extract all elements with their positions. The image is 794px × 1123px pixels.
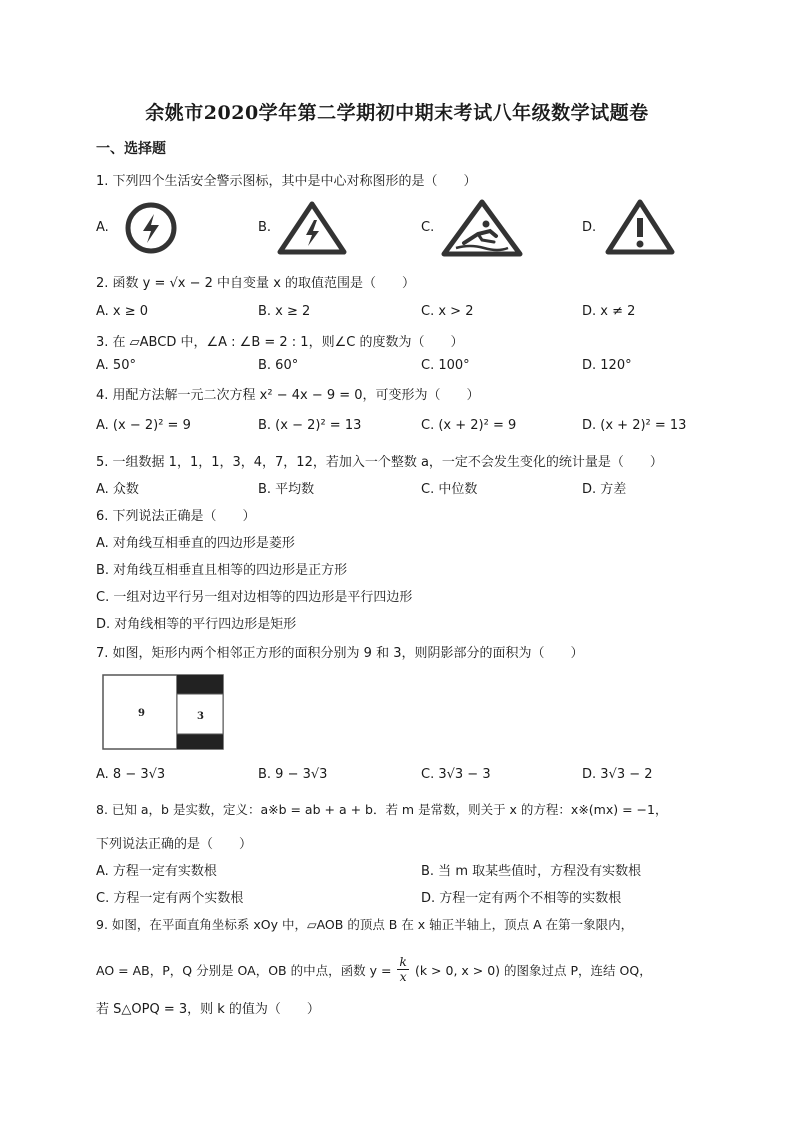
q1-option-a-label: A. — [96, 220, 109, 235]
section-heading-multiple-choice: 一、选择题 — [96, 141, 166, 157]
q1-option-c-label: C. — [421, 220, 435, 235]
question-8-line-2: 下列说法正确的是（ ） — [96, 837, 253, 852]
question-4-text: 4. 用配方法解一元二次方程 x² − 4x − 9 = 0，可变形为（ ） — [96, 388, 480, 403]
q6-option-a: A. 对角线互相垂直的四边形是菱形 — [96, 536, 295, 551]
q4-option-d: D. (x + 2)² = 13 — [582, 418, 687, 433]
q5-option-d: D. 方差 — [582, 482, 627, 497]
q9-line-2-part-2: (k > 0, x > 0) 的图象过点 P，连结 OQ， — [414, 963, 652, 978]
q9-fraction-denominator: x — [399, 969, 407, 984]
q3-option-b: B. 60° — [258, 358, 299, 373]
q1-option-b-label: B. — [258, 220, 272, 235]
question-9-line-1: 9. 如图，在平面直角坐标系 xOy 中，▱AOB 的顶点 B 在 x 轴正半轴上，顶点 A 在第一象限内， — [96, 917, 634, 932]
q4-option-b: B. (x − 2)² = 13 — [258, 418, 362, 433]
q2-option-a: A. x ≥ 0 — [96, 304, 149, 319]
q7-option-b: B. 9 − 3√3 — [258, 767, 328, 782]
q9-fraction — [397, 955, 409, 984]
q7-rectangle-figure — [102, 674, 226, 756]
q5-option-a: A. 众数 — [96, 482, 139, 497]
q2-option-c: C. x > 2 — [421, 304, 474, 319]
exclamation-triangle-icon — [604, 198, 676, 256]
question-9-line-2 — [96, 954, 652, 986]
q2-option-d: D. x ≠ 2 — [582, 304, 636, 319]
q4-option-a: A. (x − 2)² = 9 — [96, 418, 191, 433]
q7-option-a: A. 8 − 3√3 — [96, 767, 166, 782]
q6-option-b: B. 对角线互相垂直且相等的四边形是正方形 — [96, 563, 348, 578]
q8-option-c: C. 方程一定有两个实数根 — [96, 891, 244, 906]
q6-option-d: D. 对角线相等的平行四边形是矩形 — [96, 617, 297, 632]
q5-option-b: B. 平均数 — [258, 482, 315, 497]
q6-option-c: C. 一组对边平行另一组对边相等的四边形是平行四边形 — [96, 590, 413, 605]
question-5-text: 5. 一组数据 1，1，1，3，4，7，12，若加入一个整数 a，一定不会发生变化的统计量是（ ） — [96, 455, 663, 470]
q1-option-d-label: D. — [582, 220, 597, 235]
question-9-line-3: 若 S△OPQ = 3，则 k 的值为（ ） — [96, 1002, 320, 1017]
question-6-text: 6. 下列说法正确是（ ） — [96, 509, 256, 524]
q2-option-b: B. x ≥ 2 — [258, 304, 311, 319]
slippery-surface-triangle-icon — [440, 198, 524, 258]
q7-big-square-label: 9 — [138, 708, 145, 719]
q8-option-b: B. 当 m 取某些值时，方程没有实数根 — [421, 864, 642, 879]
q7-small-square-label: 3 — [197, 711, 204, 722]
q8-option-d: D. 方程一定有两个不相等的实数根 — [421, 891, 622, 906]
exam-title: 余姚市2020学年第二学期初中期末考试八年级数学试题卷 — [145, 102, 649, 124]
high-voltage-triangle-icon — [276, 200, 348, 256]
q3-option-a: A. 50° — [96, 358, 136, 373]
q9-line-2-part-1: AO = AB，P，Q 分别是 OA，OB 的中点，函数 y = — [96, 963, 392, 978]
q3-option-c: C. 100° — [421, 358, 470, 373]
q7-option-d: D. 3√3 − 2 — [582, 767, 653, 782]
q4-option-c: C. (x + 2)² = 9 — [421, 418, 517, 433]
q7-option-c: C. 3√3 − 3 — [421, 767, 491, 782]
question-2-text: 2. 函数 y = √x − 2 中自变量 x 的取值范围是（ ） — [96, 276, 416, 291]
q5-option-c: C. 中位数 — [421, 482, 478, 497]
question-8-line-1: 8. 已知 a，b 是实数，定义：a※b = ab + a + b．若 m 是常数，则关于 x 的方程：x※(mx) = −1， — [96, 802, 668, 817]
q8-option-a: A. 方程一定有实数根 — [96, 864, 217, 879]
lightning-circle-icon — [118, 200, 184, 256]
q3-option-d: D. 120° — [582, 358, 632, 373]
q9-fraction-numerator: k — [399, 954, 407, 969]
question-7-text: 7. 如图，矩形内两个相邻正方形的面积分别为 9 和 3，则阴影部分的面积为（ ） — [96, 646, 584, 661]
question-1-text: 1. 下列四个生活安全警示图标，其中是中心对称图形的是（ ） — [96, 174, 477, 189]
question-3-text: 3. 在 ▱ABCD 中，∠A : ∠B = 2 : 1，则∠C 的度数为（ ） — [96, 335, 464, 350]
